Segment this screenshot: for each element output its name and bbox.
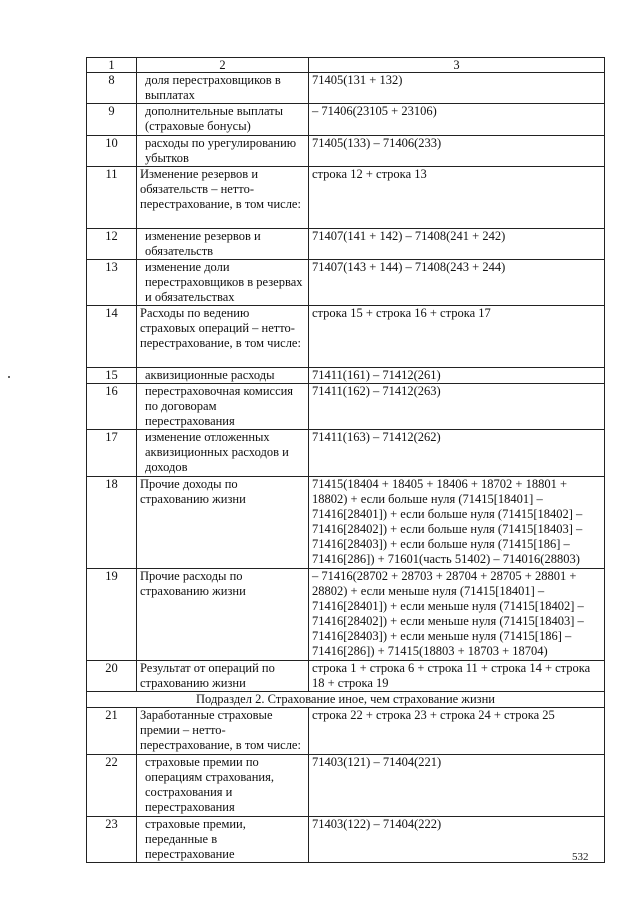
row-number: 8: [87, 73, 137, 104]
row-number: 10: [87, 136, 137, 167]
row-name: доля перестраховщиков в выплатах: [137, 73, 309, 104]
row-name: изменение доли перестраховщиков в резервах и обязательствах: [137, 260, 309, 306]
table-row: [87, 430, 605, 477]
row-formula: строка 22 + строка 23 + строка 24 + строка 25: [309, 708, 605, 755]
table-row: [87, 661, 605, 692]
row-number: 19: [87, 569, 137, 661]
row-number: 18: [87, 477, 137, 569]
table-row: [87, 755, 605, 817]
table-row: [87, 368, 605, 384]
formula-table: [86, 57, 605, 863]
row-name: Расходы по ведению страховых операций – нетто-перестрахование, в том числе:: [137, 306, 309, 368]
table-row: [87, 260, 605, 306]
row-formula: 71405(131 + 132): [309, 73, 605, 104]
table-row: [87, 817, 605, 863]
row-number: 11: [87, 167, 137, 229]
row-formula: 71405(133) – 71406(233): [309, 136, 605, 167]
row-number: 14: [87, 306, 137, 368]
row-formula: 71415(18404 + 18405 + 18406 + 18702 + 18801 + 18802) + если больше нуля (71415[18401] – 71416[28401]) + если больше нуля (71415[18402] – 71416[28402]) + если больше нуля (71415[18403] – 71416[28403]) + если больше нуля (71415[186] – 71416[286]) + 71601(часть 51402) – 714016(28803): [309, 477, 605, 569]
section-row: [87, 692, 605, 708]
scan-speck: [8, 376, 10, 378]
row-name: изменение отложенных аквизиционных расходов и доходов: [137, 430, 309, 477]
row-name: Прочие доходы по страхованию жизни: [137, 477, 309, 569]
table-row: [87, 384, 605, 430]
row-number: 13: [87, 260, 137, 306]
row-name: аквизиционные расходы: [137, 368, 309, 384]
table-row: [87, 229, 605, 260]
row-number: 15: [87, 368, 137, 384]
row-name: Прочие расходы по страхованию жизни: [137, 569, 309, 661]
row-name: изменение резервов и обязательств: [137, 229, 309, 260]
table-row: [87, 104, 605, 136]
row-formula: 71411(161) – 71412(261): [309, 368, 605, 384]
row-name: страховые премии по операциям страхования, сострахования и перестрахования: [137, 755, 309, 817]
row-number: 23: [87, 817, 137, 863]
row-number: 22: [87, 755, 137, 817]
row-number: 17: [87, 430, 137, 477]
row-formula: – 71406(23105 + 23106): [309, 104, 605, 136]
table-row: [87, 569, 605, 661]
row-number: 16: [87, 384, 137, 430]
header-col-2: 2: [137, 58, 309, 73]
table-row: [87, 477, 605, 569]
page-number: 532: [572, 851, 589, 863]
row-name: Результат от операций по страхованию жизни: [137, 661, 309, 692]
row-name: Заработанные страховые премии – нетто-перестрахование, в том числе:: [137, 708, 309, 755]
row-formula: строка 1 + строка 6 + строка 11 + строка 14 + строка 18 + строка 19: [309, 661, 605, 692]
row-formula: строка 15 + строка 16 + строка 17: [309, 306, 605, 368]
table-row: [87, 73, 605, 104]
row-formula: 71407(143 + 144) – 71408(243 + 244): [309, 260, 605, 306]
row-name: расходы по урегулированию убытков: [137, 136, 309, 167]
section-heading: Подраздел 2. Страхование иное, чем страхование жизни: [87, 692, 605, 708]
table-header-row: [87, 58, 605, 73]
row-formula: – 71416(28702 + 28703 + 28704 + 28705 + 28801 + 28802) + если меньше нуля (71415[18401] – 71416[28401]) + если меньше нуля (71415[18402] – 71416[28402]) + если меньше нуля (71415[18403] – 71416[28403]) + если меньше нуля (71415[186] – 71416[286]) + 71415(18803 + 18703 + 18704): [309, 569, 605, 661]
table-row: [87, 136, 605, 167]
row-number: 21: [87, 708, 137, 755]
row-name: страховые премии, переданные в перестрахование: [137, 817, 309, 863]
row-name: перестраховочная комиссия по договорам перестрахования: [137, 384, 309, 430]
row-name: Изменение резервов и обязательств – нетто-перестрахование, в том числе:: [137, 167, 309, 229]
header-col-1: 1: [87, 58, 137, 73]
row-number: 12: [87, 229, 137, 260]
row-formula: 71407(141 + 142) – 71408(241 + 242): [309, 229, 605, 260]
row-number: 9: [87, 104, 137, 136]
row-formula: строка 12 + строка 13: [309, 167, 605, 229]
row-formula: 71403(121) – 71404(221): [309, 755, 605, 817]
row-formula: 71411(163) – 71412(262): [309, 430, 605, 477]
header-col-3: 3: [309, 58, 605, 73]
row-formula: 71411(162) – 71412(263): [309, 384, 605, 430]
row-number: 20: [87, 661, 137, 692]
row-formula: 71403(122) – 71404(222): [309, 817, 605, 863]
table-row: [87, 167, 605, 229]
row-name: дополнительные выплаты (страховые бонусы): [137, 104, 309, 136]
table-row: [87, 708, 605, 755]
table-row: [87, 306, 605, 368]
